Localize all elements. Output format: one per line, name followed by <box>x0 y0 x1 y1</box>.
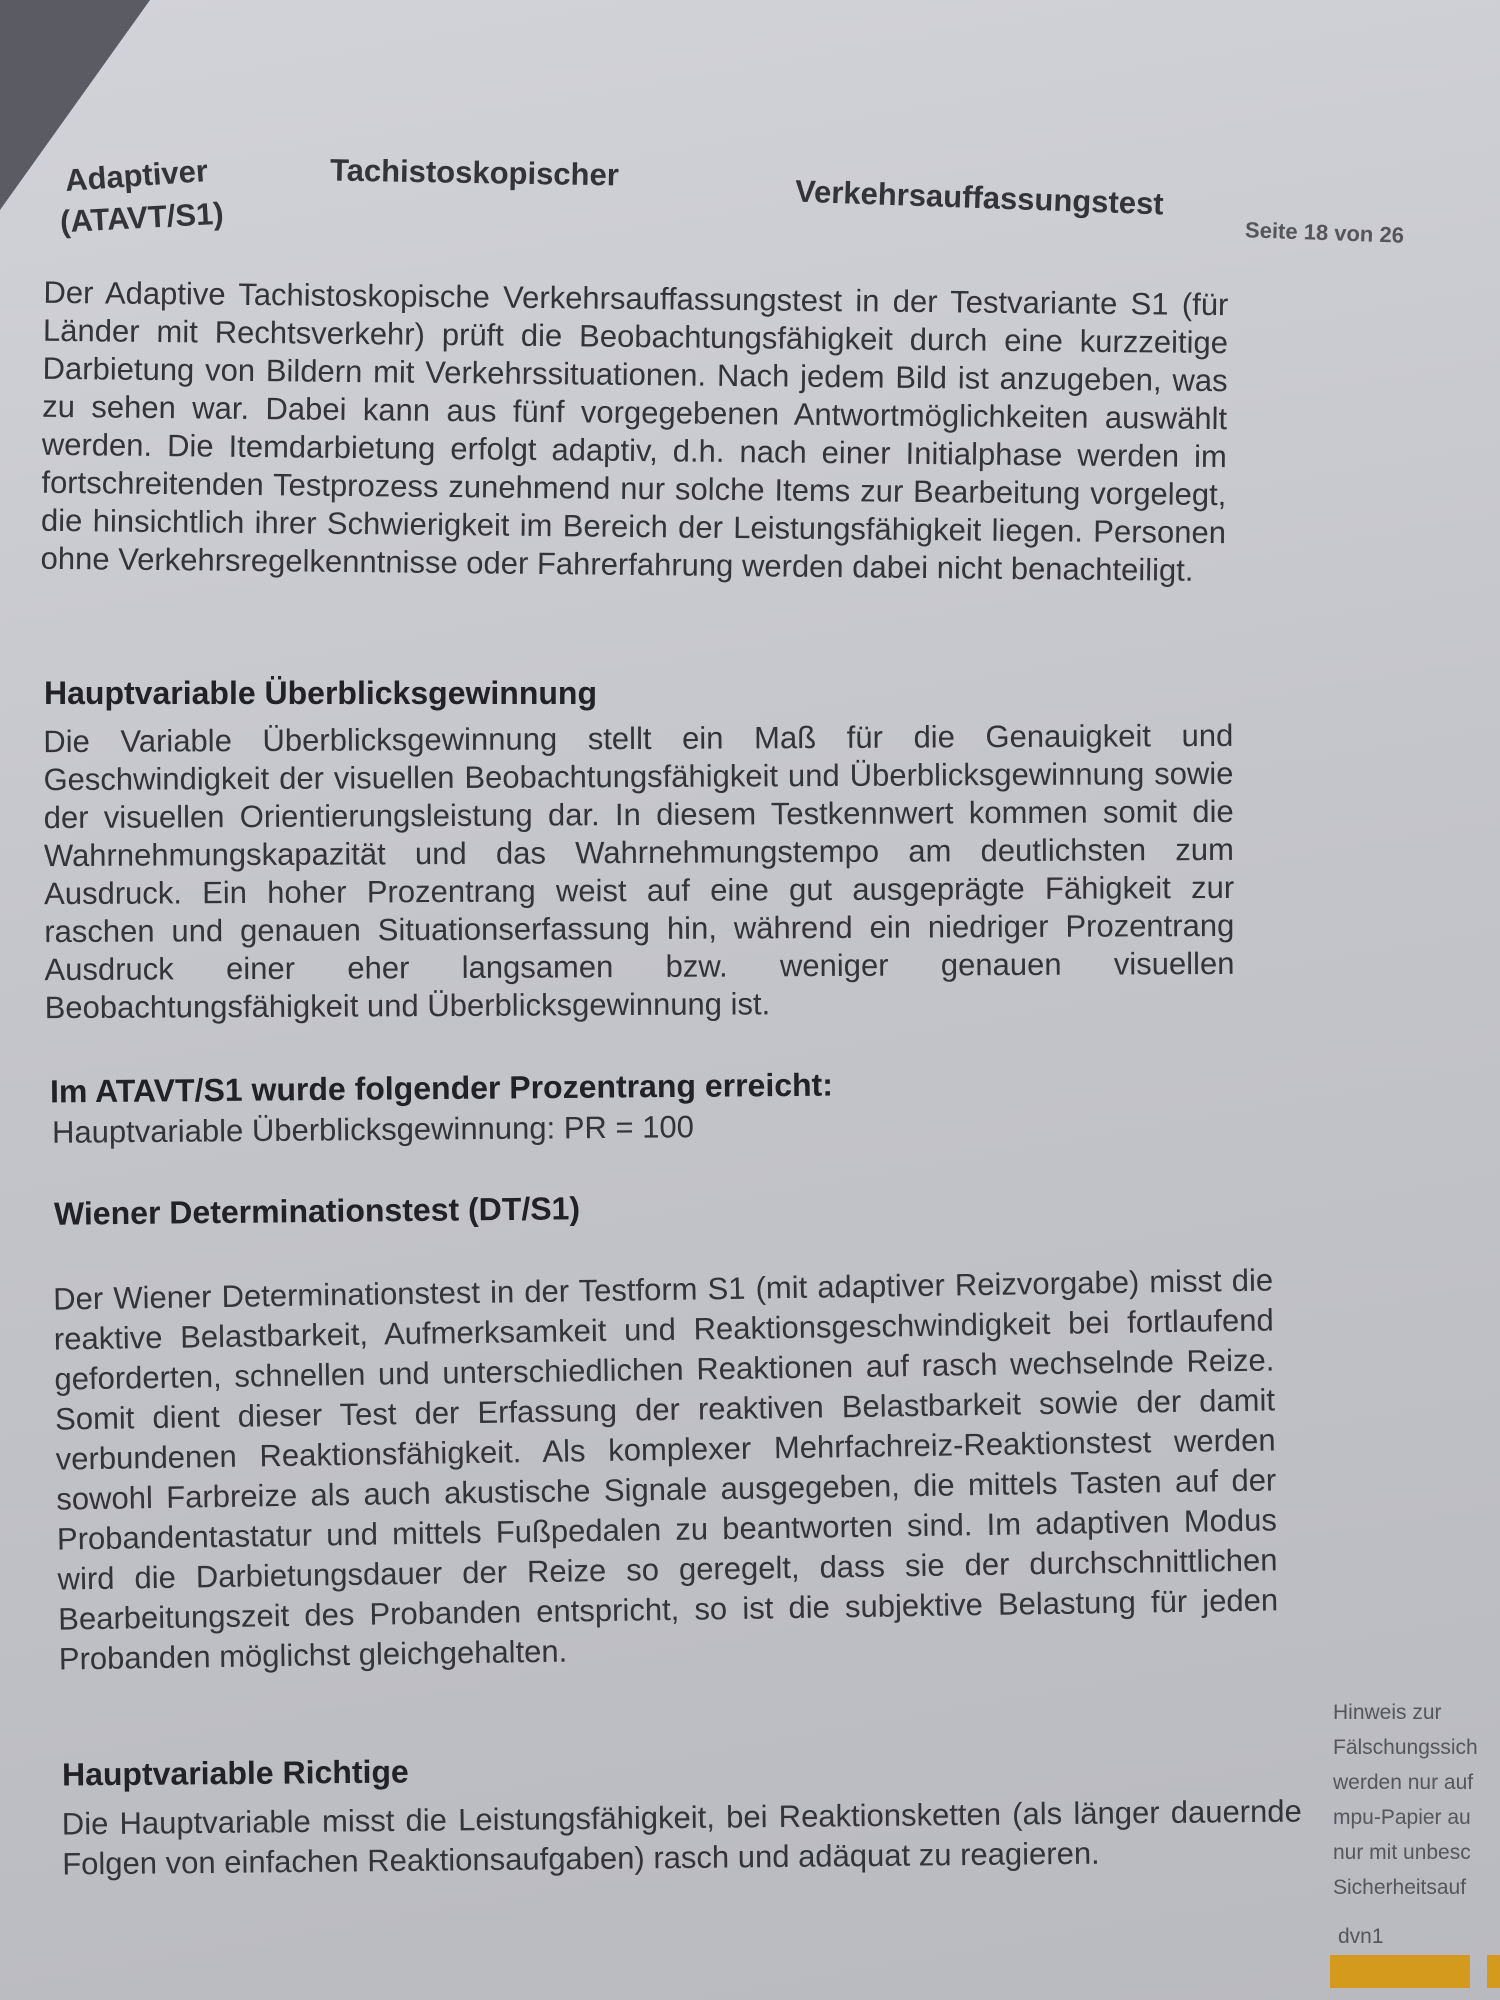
richtige-paragraph: Die Hauptvariable misst die Leistungsfähigkeit, bei Reaktionsketten (als länger dauernde Folgen von einfachen Reaktionsaufgaben) rasch und adäquat zu reagieren. <box>61 1793 1302 1882</box>
title-word-adaptiver: Adaptiver <box>63 153 209 198</box>
page-number: Seite 18 von 26 <box>1244 217 1405 248</box>
forgery-notice-line: nur mit unbesc <box>1333 1841 1471 1864</box>
document-code: dvn1 <box>1338 1925 1384 1948</box>
title-word-verkehrsauffassungstest: Verkehrsauffassungstest <box>794 173 1165 222</box>
determinationstest-paragraph: Der Wiener Determinationstest in der Testform S1 (mit adaptiver Reizvorgabe) misst die reaktive Belastbarkeit, Aufmerksamkeit und Reaktionsgeschwindigkeit bei fortlaufend geforderten, schnellen und unterschiedlichen Reaktionen auf rasch wechselnde Reize. Somit dient dieser Test der Erfassung der reaktiven Belastbarkeit sowie der damit verbundenen Reaktionsfähigkeit. Als komplexer Mehrfachreiz-Reaktionstest werden sowohl Farbreize als auch akustische Signale ausgegeben, die mittels Tasten auf der Probandentastatur und mittels Fußpedalen zu beantworten sind. Im adaptiven Modus wird die Darbietungsdauer der Reize so geregelt, dass sie der durchschnittlichen Bearbeitungszeit des Probanden entspricht, so ist die subjektive Belastung für jeden Probanden möglichst gleichgehalten. <box>52 1262 1279 1677</box>
heading-determinationstest: Wiener Determinationstest (DT/S1) <box>53 1190 581 1232</box>
forgery-notice-line: Sicherheitsauf <box>1333 1876 1467 1899</box>
intro-paragraph: Der Adaptive Tachistoskopische Verkehrsauffassungstest in der Testvariante S1 (für Länder mit Rechtsverkehr) prüft die Beobachtungsfähigkeit durch eine kurzzeitige Darbietung von Bildern mit Verkehrssituationen. Nach jedem Bild ist anzugeben, was zu sehen war. Dabei kann aus fünf vorgegebenen Antwortmöglichkeiten auswählt werden. Die Itemdarbietung erfolgt adaptiv, d.h. nach einer Initialphase werden im fortschreitenden Testprozess zunehmend nur solche Items zur Bearbeitung vorgelegt, die hinsichtlich ihrer Schwierigkeit im Bereich der Leistungsfähigkeit liegen. Personen ohne Verkehrsregelkenntnisse oder Fahrerfahrung werden dabei nicht benachteiligt. <box>40 274 1229 588</box>
title-word-tachistoskopischer: Tachistoskopischer <box>329 152 620 193</box>
ueberblicksgewinnung-paragraph: Die Variable Überblicksgewinnung stellt ein Maß für die Genauigkeit und Geschwindigkeit der visuellen Beobachtungsfähigkeit und Überblicksgewinnung sowie der visuellen Orientierungsleistung dar. In diesem Testkennwert kommen somit die Wahrnehmungskapazität und das Wahrnehmungstempo am deutlichsten zum Ausdruck. Ein hoher Prozentrang weist auf eine gut ausgeprägte Fähigkeit zur raschen und genauen Situationserfassung hin, während ein niedriger Prozentrang Ausdruck einer eher langsamen bzw. weniger genauen visuellen Beobachtungsfähigkeit und Überblicksgewinnung ist. <box>43 717 1235 1026</box>
forgery-notice-line: werden nur auf <box>1333 1771 1474 1794</box>
heading-richtige: Hauptvariable Richtige <box>61 1753 409 1793</box>
forgery-notice <box>1333 1695 1500 1905</box>
document-page <box>0 130 1500 2000</box>
security-stripe-edge <box>1487 1955 1500 1988</box>
heading-ueberblicksgewinnung: Hauptvariable Überblicksgewinnung <box>44 675 597 711</box>
forgery-notice-line: Fälschungssich <box>1333 1736 1478 1759</box>
result-heading: Im ATAVT/S1 wurde folgender Prozentrang erreicht: <box>49 1066 834 1110</box>
title-code: (ATAVT/S1) <box>59 195 225 240</box>
forgery-notice-line: mpu-Papier au <box>1333 1806 1471 1829</box>
result-line: Hauptvariable Überblicksgewinnung: PR = 100 <box>51 1109 695 1150</box>
forgery-notice-line: Hinweis zur <box>1333 1701 1442 1724</box>
security-stripe <box>1330 1955 1470 1988</box>
